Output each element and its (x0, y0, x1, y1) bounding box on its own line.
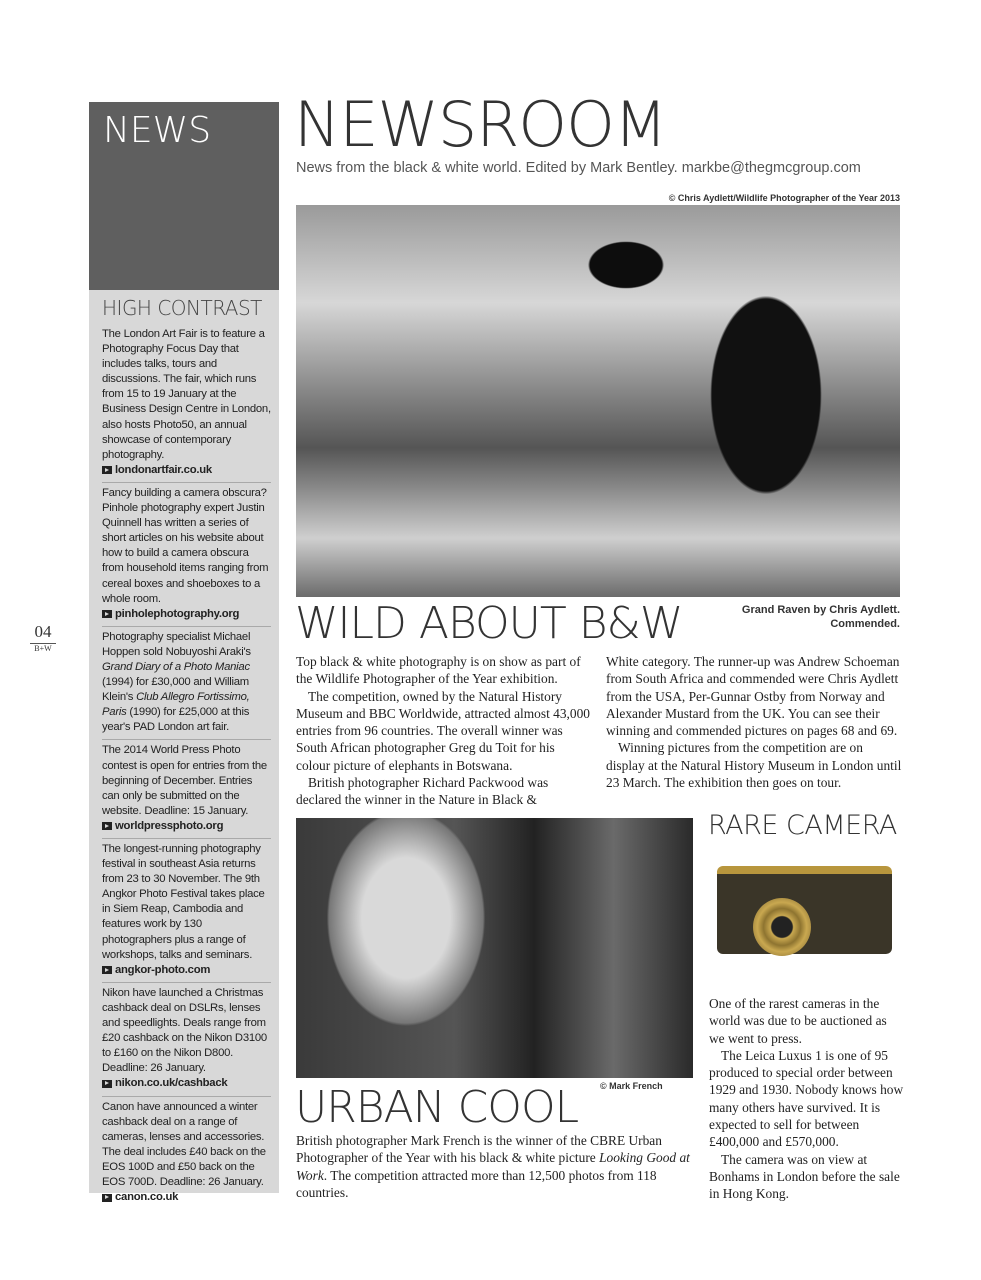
camera-lens (753, 898, 811, 956)
section-label-box (89, 102, 279, 290)
paragraph: One of the rarest cameras in the world was due to be auctioned as we went to press. (709, 996, 887, 1046)
arrow-icon (102, 1194, 112, 1202)
news-item (102, 324, 271, 483)
news-link[interactable] (102, 1076, 271, 1091)
paragraph: Winning pictures from the competition are on display at the Natural History Museum in London until 23 March. The exhibition then goes on tour. (606, 740, 902, 791)
news-link[interactable] (102, 1190, 271, 1205)
link-text[interactable]: londonartfair.co.uk (115, 463, 212, 476)
link-text[interactable]: worldpressphoto.org (115, 819, 224, 832)
news-text: Fancy building a camera obscura? Pinhole photography expert Justin Quinnell has written a series of short articles on his website about how to build a camera obscura from household items ranging from cereal boxes and shoeboxes to a whole room. (102, 486, 269, 605)
work-title: Grand Diary of a Photo Maniac (102, 660, 250, 673)
urban-photo (296, 818, 693, 1078)
caption-line: Grand Raven by Chris Aydlett. (741, 604, 900, 616)
text: British photographer Mark French is the winner of the CBRE Urban Photographer of the Year with his black & white picture (296, 1133, 662, 1166)
news-link[interactable] (102, 463, 271, 478)
paragraph: Top black & white photography is on show as part of the Wildlife Photographer of the Year exhibition. (296, 654, 581, 687)
magazine-mark: B+W (30, 643, 56, 653)
news-item (102, 483, 271, 627)
headline-wild: WILD ABOUT B&W (295, 598, 683, 649)
news-item (102, 1097, 271, 1210)
headline-rare: RARE CAMERA (708, 810, 897, 841)
paragraph: White category. The runner-up was Andrew Schoeman from South Africa and commended were Chris Aydlett from the USA, Per-Gunnar Ostby from Norway and Alexander Mustard from the UK. You can see their winning and commended pictures on pages 68 and 69. (606, 654, 900, 739)
raven-photo (296, 205, 900, 597)
news-item (102, 627, 271, 741)
paragraph: British photographer Richard Packwood was declared the winner in the Nature in Black & (296, 775, 549, 808)
page-subtitle: News from the black & white world. Edited by Mark Bentley. markbe@thegmcgroup.com (296, 160, 861, 176)
article-column (709, 995, 904, 1203)
article-column (296, 653, 592, 809)
page-number (30, 622, 56, 653)
link-text[interactable]: canon.co.uk (115, 1191, 179, 1204)
paragraph: The camera was on view at Bonhams in London before the sale in Hong Kong. (709, 1151, 900, 1202)
camera-photo (709, 848, 900, 990)
news-item (102, 740, 271, 839)
news-text: The London Art Fair is to feature a Photography Focus Day that includes talks, tours and discussions. The fair, which runs from 15 to 19 January at the Business Design Centre in London, also hosts Photo50, an annual showcase of contemporary photography. (102, 328, 271, 461)
link-text[interactable]: angkor-photo.com (115, 963, 211, 976)
headline-urban: URBAN COOL (295, 1082, 579, 1133)
article-text (296, 1132, 696, 1201)
photo-credit: © Chris Aydlett/Wildlife Photographer of the Year 2013 (668, 193, 900, 203)
caption-line: Commended. (830, 618, 900, 630)
news-link[interactable] (102, 607, 271, 622)
paragraph: The Leica Luxus 1 is one of 95 produced to special order between 1929 and 1930. Nobody knows how many others have survived. It is expected to sell for between £400,000 and £570,000. (709, 1047, 904, 1150)
photo-credit: © Mark French (600, 1081, 663, 1091)
news-link[interactable] (102, 819, 271, 834)
arrow-icon (102, 822, 112, 830)
arrow-icon (102, 966, 112, 974)
page-title: NEWSROOM (294, 88, 667, 161)
sidebar-high-contrast (89, 290, 279, 1204)
work-title: Club Allegro Fortissimo, Paris (102, 691, 250, 719)
link-text[interactable]: nikon.co.uk/cashback (115, 1077, 228, 1090)
text: . The competition attracted more than 12,500 photos from 118 countries. (296, 1167, 657, 1200)
news-item (102, 983, 271, 1097)
sidebar-heading: HIGH CONTRAST (102, 296, 262, 320)
news-text: Photography specialist Michael Hoppen sold Nobuyoshi Araki's (102, 630, 251, 658)
news-link[interactable] (102, 963, 271, 978)
news-item (102, 839, 271, 983)
news-text: (1990) for £25,000 at this year's PAD London art fair. (102, 706, 250, 734)
link-text[interactable]: pinholephotography.org (115, 607, 240, 620)
arrow-icon (102, 1080, 112, 1088)
section-label: NEWS (103, 110, 212, 151)
article-column (606, 653, 902, 791)
page-number-text: 04 (34, 622, 52, 641)
news-text: Nikon have launched a Christmas cashback deal on DSLRs, lenses and speedlights. Deals range from £20 cashback on the Nikon D3100 to £160 on the Nikon D800. Deadline: 26 January. (102, 986, 267, 1075)
news-text: The 2014 World Press Photo contest is open for entries from the beginning of December. Entries can only be submitted on the website. Deadline: 15 January. (102, 744, 267, 817)
work-title: Looking Good at Work (296, 1150, 690, 1183)
news-text: Canon have announced a winter cashback deal on a range of cameras, lenses and accessories. The deal includes £40 back on the EOS 100D and £50 back on the EOS 700D. Deadline: 26 January. (102, 1100, 266, 1188)
news-text: (1994) for £30,000 and William Klein's (102, 676, 249, 704)
photo-caption (742, 603, 900, 631)
news-text: The longest-running photography festival in southeast Asia returns from 23 to 30 November. The 9th Angkor Photo Festival takes place in Siem Reap, Cambodia and features work by 130 photographers plus a range of workshops, talks and seminars. (102, 843, 265, 961)
arrow-icon (102, 466, 112, 474)
paragraph: The competition, owned by the Natural History Museum and BBC Worldwide, attracted almost 43,000 entries from 96 countries. The overall winner was South African photographer Greg du Toit for his colour picture of elephants in Botswana. (296, 688, 590, 773)
arrow-icon (102, 610, 112, 618)
